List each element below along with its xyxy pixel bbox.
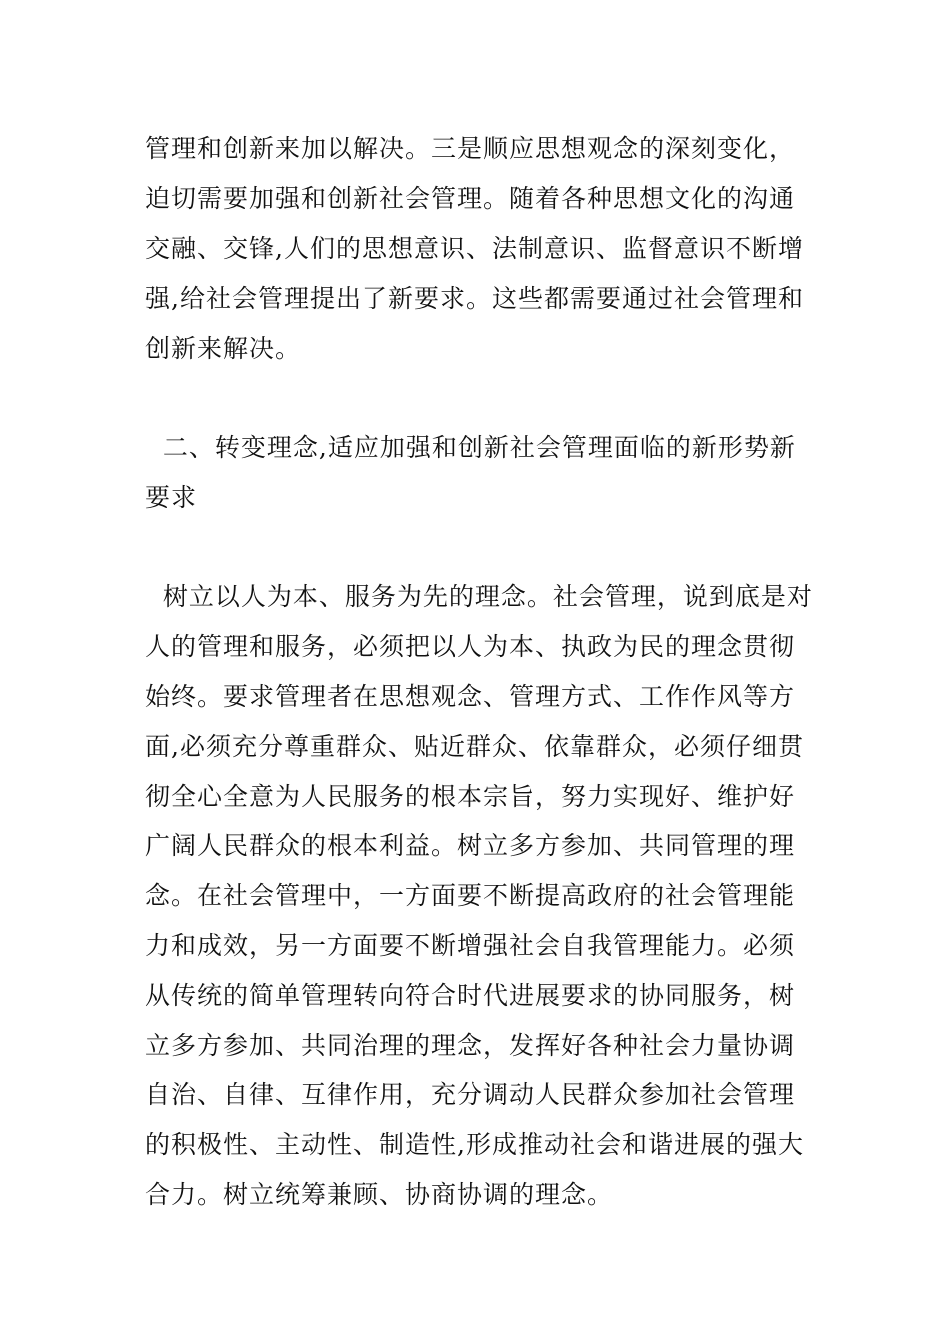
text-line: 迫切需要加强和创新社会管理。随着各种思想文化的沟通	[145, 184, 796, 213]
text-line: 力和成效，另一方面要不断增强社会自我管理能力。必须	[145, 931, 796, 960]
text-line: 彻全心全意为人民服务的根本宗旨，努力实现好、维护好	[145, 782, 796, 811]
text-line: 广阔人民群众的根本利益。树立多方参加、共同管理的理	[145, 831, 796, 860]
text-line: 创新来解决。	[145, 334, 302, 363]
text-line: 自治、自律、互律作用，充分调动人民群众参加社会管理	[145, 1080, 796, 1109]
text-line: 强,给社会管理提出了新要求。这些都需要通过社会管理和	[145, 284, 804, 313]
text-line: 面,必须充分尊重群众、贴近群众、依靠群众，必须仔细贯	[145, 732, 804, 761]
text-line: 始终。要求管理者在思想观念、管理方式、工作作风等方	[145, 682, 796, 711]
text-line: 从传统的简单管理转向符合时代进展要求的协同服务，树	[145, 981, 796, 1010]
text-line: 念。在社会管理中，一方面要不断提高政府的社会管理能	[145, 881, 796, 910]
text-line: 交融、交锋,人们的思想意识、法制意识、监督意识不断增	[145, 234, 804, 263]
text-line: 的积极性、主动性、制造性,形成推动社会和谐进展的强大	[145, 1130, 804, 1159]
heading-line: 要求	[145, 483, 198, 512]
text-line: 管理和创新来加以解决。三是顺应思想观念的深刻变化，	[145, 134, 796, 163]
heading-line: 二、转变理念,适应加强和创新社会管理面临的新形势新	[145, 433, 796, 462]
text-line: 树立以人为本、服务为先的理念。社会管理，说到底是对	[145, 582, 813, 611]
text-line: 合力。树立统筹兼顾、协商协调的理念。	[145, 1180, 614, 1209]
text-line: 人的管理和服务，必须把以人为本、执政为民的理念贯彻	[145, 632, 796, 661]
text-line: 立多方参加、共同治理的理念，发挥好各种社会力量协调	[145, 1031, 796, 1060]
